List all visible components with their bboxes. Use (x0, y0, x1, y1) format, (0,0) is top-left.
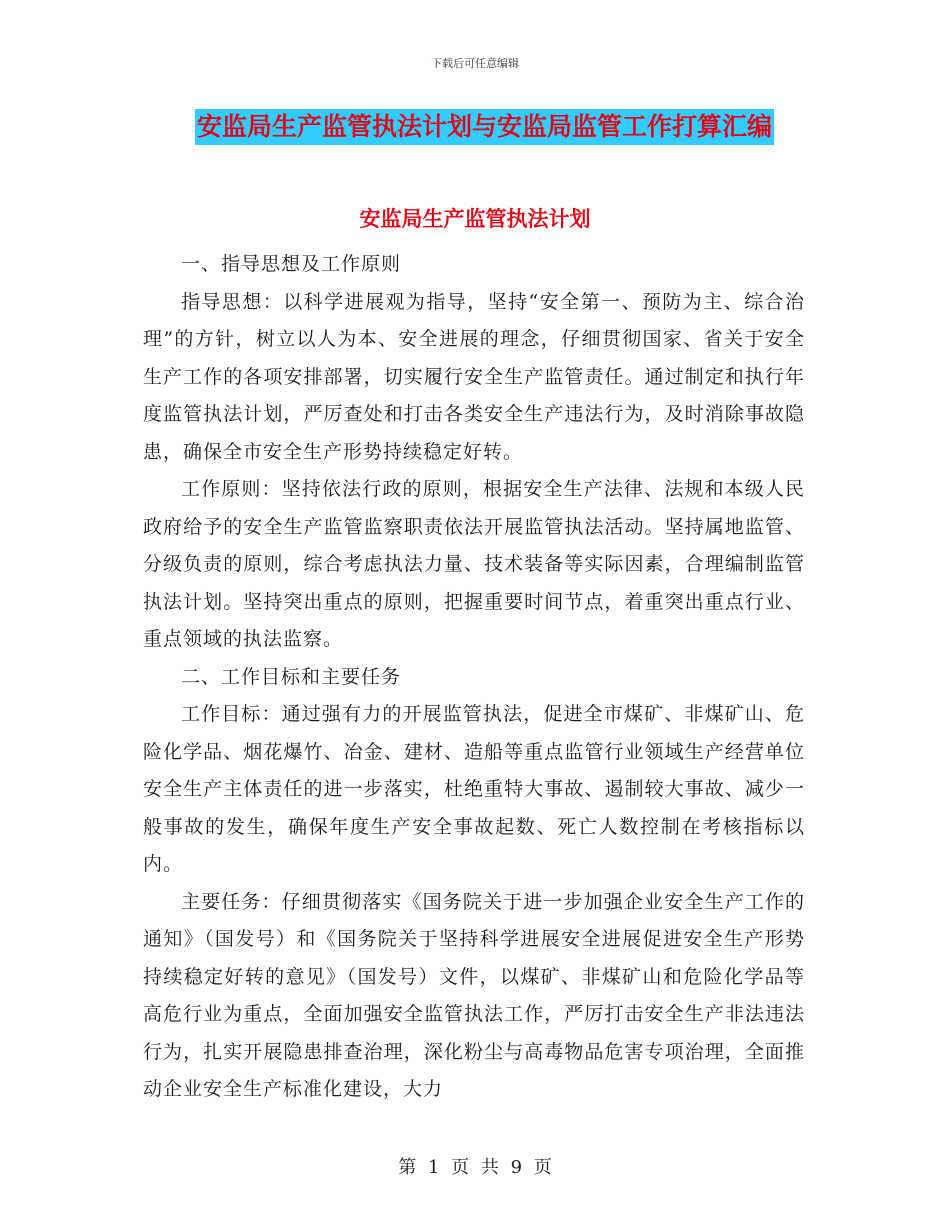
paragraph: 主要任务：仔细贯彻落实《国务院关于进一步加强企业安全生产工作的通知》（国发号）和《国务院关于坚持科学进展安全进展促进安全生产形势持续稳定好转的意见》（国发号）文件，以煤矿、非煤矿山和危险化学品等高危行业为重点，全面加强安全监管执法工作，严厉打击安全生产非法违法行为，扎实开展隐患排查治理，深化粉尘与高毒物品危害专项治理，全面推动企业安全生产标准化建设，大力 (143, 890, 805, 1100)
section-title: 安监局生产监管执法计划 (359, 207, 591, 231)
paragraph-heading-1: 一、指导思想及工作原则 (181, 253, 402, 275)
paragraph-heading-2: 二、工作目标和主要任务 (181, 665, 402, 688)
header-note: 下载后可任意编辑 (431, 57, 519, 70)
document-title: 安监局生产监管执法计划与安监局监管工作打算汇编 (195, 109, 774, 145)
paragraph: 指导思想：以科学进展观为指导，坚持“安全第一、预防为主、综合治理”的方针，树立以人为本、安全进展的理念，仔细贯彻国家、省关于安全生产工作的各项安排部署，切实履行安全生产监管责任。通过制定和执行年度监管执法计划，严厉查处和打击各类安全生产违法行为，及时消除事故隐患，确保全市安全生产形势持续稳定好转。 (143, 290, 805, 463)
paragraph: 工作原则：坚持依法行政的原则，根据安全生产法律、法规和本级人民政府给予的安全生产监管监察职责依法开展监管执法活动。坚持属地监管、分级负责的原则，综合考虑执法力量、技术装备等实际因素，合理编制监管执法计划。坚持突出重点的原则，把握重要时间节点，着重突出重点行业、重点领域的执法监察。 (143, 478, 805, 650)
document-body (143, 246, 805, 1109)
page-number: 第 1 页 共 9 页 (398, 1157, 552, 1178)
paragraph: 工作目标：通过强有力的开展监管执法，促进全市煤矿、非煤矿山、危险化学品、烟花爆竹、冶金、建材、造船等重点监管行业领域生产经营单位安全生产主体责任的进一步落实，杜绝重特大事故、遏制较大事故、减少一般事故的发生，确保年度生产安全事故起数、死亡人数控制在考核指标以内。 (143, 703, 805, 875)
